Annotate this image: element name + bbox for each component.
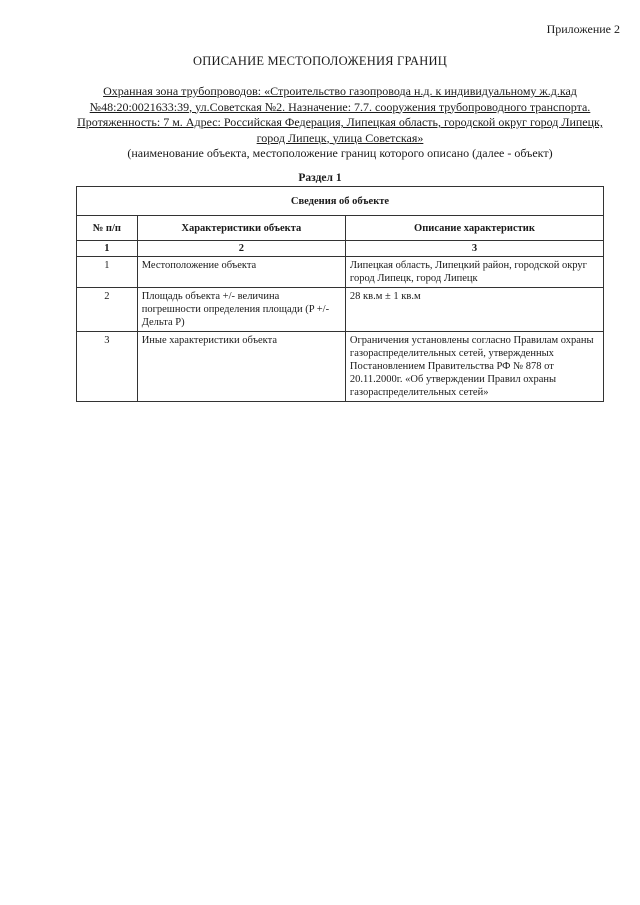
column-number-1: 1 (77, 241, 138, 257)
section-title: Раздел 1 (298, 172, 342, 184)
object-caption: (наименование объекта, местоположение границ которого описано (далее - объект) (127, 146, 553, 160)
row-characteristic: Иные характеристики объекта (137, 332, 345, 402)
row-number: 2 (77, 288, 138, 332)
table-caption: Сведения об объекте (77, 187, 604, 216)
row-description: Липецкая область, Липецкий район, городской округ город Липецк, город Липецк (345, 257, 603, 288)
object-description: Охранная зона трубопроводов: «Строительство газопровода н.д. к индивидуальному ж.д.кад №48:20:0021633:39, ул.Советская №2. Назначение: 7.7. сооружения трубопроводного транспорта. Протяженность: 7 м. Адрес: Российская Федерация, Липецкая область, городской округ город Липецк, город Липецк, улица Советская» (77, 84, 603, 145)
appendix-label: Приложение 2 (546, 22, 620, 36)
row-characteristic: Площадь объекта +/- величина погрешности определения площади (P +/- Дельта P) (137, 288, 345, 332)
header-description: Описание характеристик (345, 216, 603, 241)
header-number: № п/п (77, 216, 138, 241)
row-characteristic: Местоположение объекта (137, 257, 345, 288)
table-row (77, 332, 604, 402)
row-description: Ограничения установлены согласно Правилам охраны газораспределительных сетей, утвержденных Постановлением Правительства РФ № 878 от 20.11.2000г. «Об утверждении Правил охраны газораспределительных сетей» (345, 332, 603, 402)
table-caption-row (77, 187, 604, 216)
header-characteristic: Характеристики объекта (137, 216, 345, 241)
table-header-row (77, 216, 604, 241)
row-number: 3 (77, 332, 138, 402)
table-row (77, 257, 604, 288)
column-number-3: 3 (345, 241, 603, 257)
document-title: ОПИСАНИЕ МЕСТОПОЛОЖЕНИЯ ГРАНИЦ (193, 54, 447, 68)
row-description: 28 кв.м ± 1 кв.м (345, 288, 603, 332)
row-number: 1 (77, 257, 138, 288)
column-number-2: 2 (137, 241, 345, 257)
object-info-table (76, 186, 604, 402)
table-row (77, 288, 604, 332)
column-number-row (77, 241, 604, 257)
